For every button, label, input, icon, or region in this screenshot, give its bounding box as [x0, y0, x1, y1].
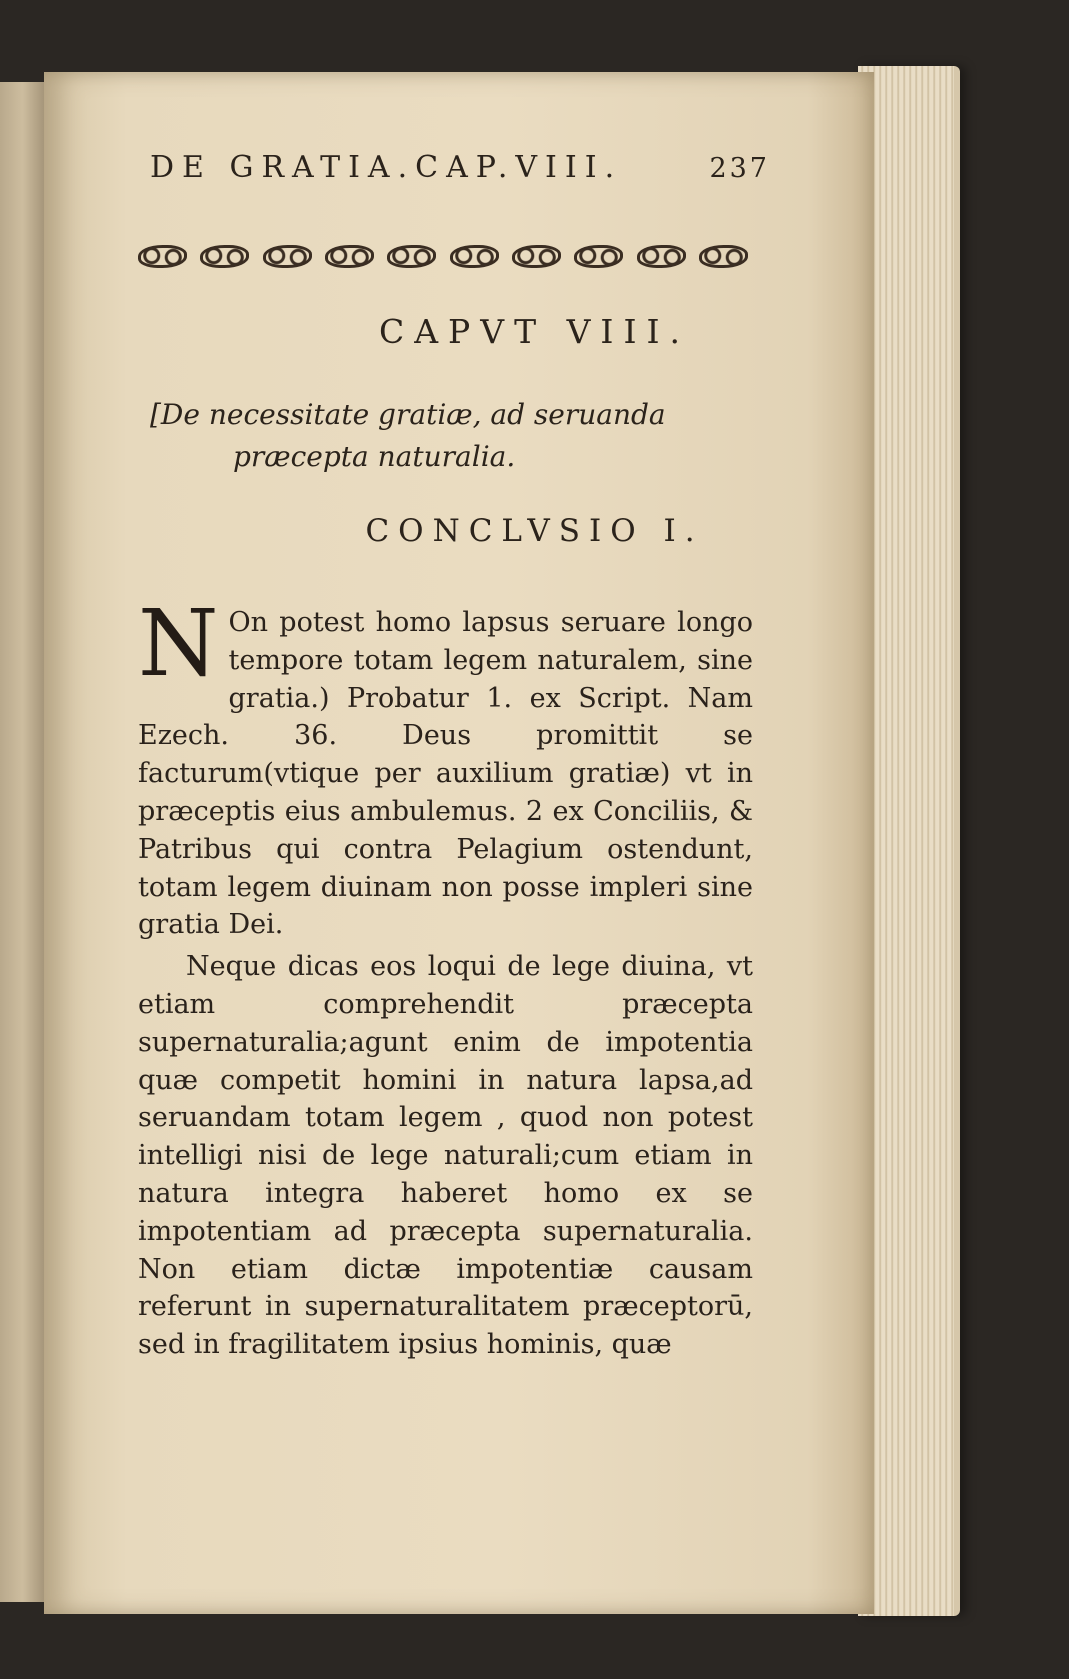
ornament-icon: [200, 245, 249, 268]
ornament-icon: [138, 245, 187, 268]
ornament-icon: [387, 245, 436, 268]
ornamental-band: [138, 238, 748, 274]
ornament-icon: [574, 245, 623, 268]
chapter-subtitle-line-2: præcepta naturalia.: [233, 440, 516, 473]
paragraph-1: [138, 590, 753, 944]
ornament-icon: [699, 245, 748, 268]
ornament-icon: [637, 245, 686, 268]
running-head: [150, 150, 770, 185]
conclusion-heading: CONCLVSIO I.: [365, 513, 704, 549]
drop-cap: N: [138, 590, 219, 697]
chapter-subtitle: [150, 394, 750, 478]
paragraph-2: Neque dicas eos loqui de lege diuina, vt etiam comprehendit præcepta supernaturalia;agunt enim de impotentia quæ competit homini in natura lapsa,ad seruandam totam legem , quod non potest intelligi nisi de lege naturali;cum etiam in natura integra haberet homo ex se impotentiam ad præcepta supernaturalia. Non etiam dictæ impotentiæ causam referunt in supernaturalitatem præceptorū, sed in fragilitatem ipsius hominis, quæ: [138, 951, 753, 1361]
page-body-text: [138, 590, 753, 1364]
chapter-subtitle-line-1: [De necessitate gratiæ, ad seruanda: [150, 398, 666, 431]
paragraph-1-text: On potest homo lapsus seruare longo tempore totam legem naturalem, sine gratia.) Probatur 1. ex Script. Nam Ezech. 36. Deus promittit se facturum(vtique per auxilium gratiæ) vt in præceptis eius ambulemus. 2 ex Conciliis, & Patribus qui contra Pelagium ostendunt, totam legem diuinam non posse impleri sine gratia Dei.: [138, 607, 753, 941]
ornament-icon: [512, 245, 561, 268]
chapter-title: CAPVT VIII.: [378, 312, 691, 351]
ornament-icon: [325, 245, 374, 268]
running-head-title: DE GRATIA.CAP.VIII.: [150, 150, 623, 185]
ornament-icon: [263, 245, 312, 268]
ornament-icon: [450, 245, 499, 268]
page-number: 237: [709, 153, 770, 184]
